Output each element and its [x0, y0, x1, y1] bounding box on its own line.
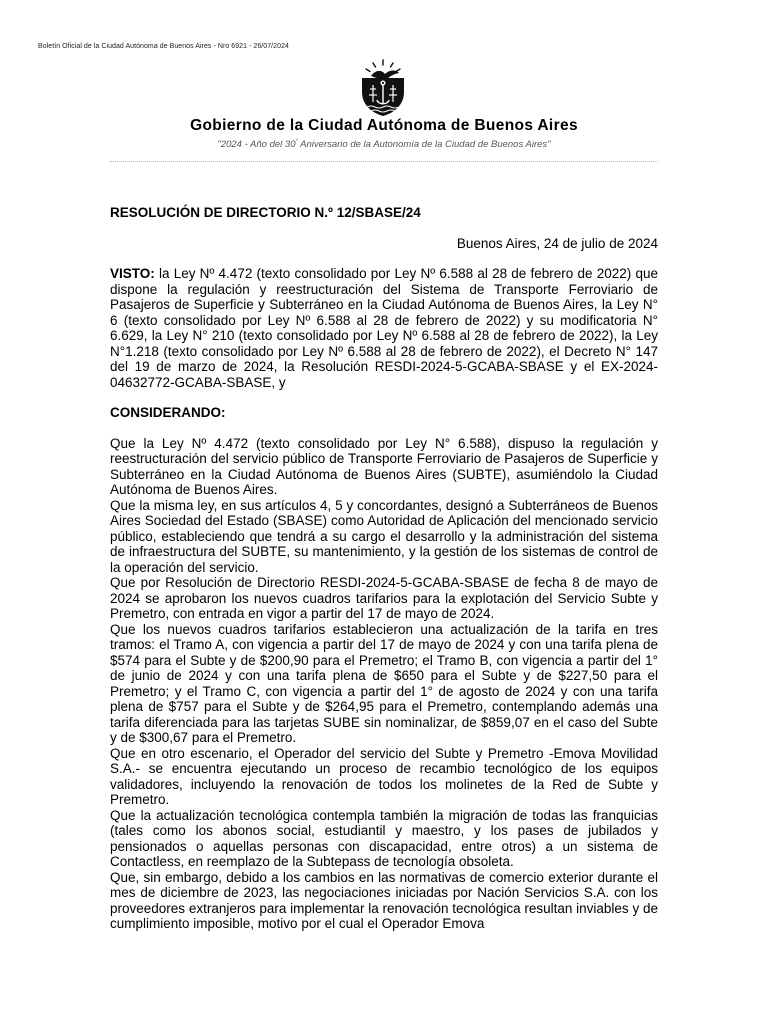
considerando-paragraph: Que la misma ley, en sus artículos 4, 5 y concordantes, designó a Subterráneos de Buenos Aires Sociedad del Estado (SBASE) como Autoridad de Aplicación del mencionado servicio público, estableciendo que tendrá a su cargo el desarrollo y la administración del sistema de infraestructura del SUBTE, su mantenimiento, y la gestión de los sistemas de control de la operación del servicio. [110, 497, 658, 575]
anniversary-motto [0, 139, 768, 150]
government-title: Gobierno de la Ciudad Autónoma de Buenos Aires [190, 117, 578, 134]
visto-text: la Ley Nº 4.472 (texto consolidado por Ley Nº 6.588 al 28 de febrero de 2022) que dispone la regulación y reestructuración del Sistema de Transporte Ferroviario de Pasajeros de Superficie y Subterráneo en la Ciudad Autónoma de Buenos Aires, la Ley N° 6 (texto consolidado por Ley Nº 6.588 al 28 de febrero de 2022) y su modificatoria N° 6.629, la Ley N° 210 (texto consolidado por Ley Nº 6.588 al 28 de febrero de 2022), la Ley N°1.218 (texto consolidado por Ley Nº 6.588 al 28 de febrero de 2022), el Decreto N° 147 del 19 de marzo de 2024, la Resolución RESDI-2024-5-GCABA-SBASE y el EX-2024-04632772-GCABA-SBASE, y [110, 266, 658, 390]
considerando-paragraph: Que, sin embargo, debido a los cambios en las normativas de comercio exterior durante el mes de diciembre de 2023, las negociaciones iniciadas por Nación Servicios S.A. con los proveedores extranjeros para implementar la renovación tecnológica resultan inviables y de cumplimiento imposible, motivo por el cual el Operador Emova [110, 869, 658, 931]
considerando-paragraph: Que por Resolución de Directorio RESDI-2024-5-GCABA-SBASE de fecha 8 de mayo de 2024 se aprobaron los nuevos cuadros tarifarios para la explotación del Servicio Subte y Premetro, con entrada en vigor a partir del 17 de mayo de 2024. [110, 575, 658, 621]
considerando-paragraph: Que la Ley Nº 4.472 (texto consolidado por Ley N° 6.588), dispuso la regulación y reestructuración del servicio público de Transporte Ferroviario de Pasajeros de Superficie y Subterráneo en la Ciudad Autónoma de Buenos Aires (SUBTE), asumiéndolo la Ciudad Autónoma de Buenos Aires. [110, 435, 658, 497]
visto-paragraph [110, 266, 658, 390]
visto-label: VISTO: [110, 266, 155, 281]
considerando-heading: CONSIDERANDO: [110, 405, 226, 420]
considerando-paragraph: Que los nuevos cuadros tarifarios establecieron una actualización de la tarifa en tres tramos: el Tramo A, con vigencia a partir del 17 de mayo de 2024 y con una tarifa plena de $574 para el Subte y de $200,90 para el Premetro; el Tramo B, con vigencia a partir del 1° de junio de 2024 y con una tarifa plena de $650 para el Subte y de $227,50 para el Premetro; y el Tramo C, con vigencia a partir del 1° de agosto de 2024 y con una tarifa plena de $757 para el Subte y de $264,95 para el Premetro, contemplando además una tarifa diferenciada para las tarjetas SUBE sin nominalizar, de $859,07 en el caso del Subte y de $300,67 para el Premetro. [110, 621, 658, 745]
document-body [110, 266, 658, 932]
resolution-title: RESOLUCIÓN DE DIRECTORIO N.º 12/SBASE/24 [110, 205, 421, 220]
motto-superscript: ° [295, 139, 298, 145]
resolution-date: Buenos Aires, 24 de julio de 2024 [456, 236, 658, 251]
considerando-paragraph: Que en otro escenario, el Operador del servicio del Subte y Premetro -Emova Movilidad S.A.- se encuentra ejecutando un proceso de recambio tecnológico de los equipos validadores, incluyendo la renovación de todos los molinetes de la Red de Subte y Premetro. [110, 745, 658, 807]
considerando-paragraph: Que la actualización tecnológica contempla también la migración de todas las franquicias (tales como los abonos social, estudiantil y maestro, y los pases de jubilados y pensionados o aquellas personas con discapacidad, entre otros) a un sistema de Contactless, en reemplazo de la Subtepass de tecnología obsoleta. [110, 807, 658, 869]
header-divider [110, 161, 658, 162]
motto-start: "2024 - Año del 30 [217, 139, 296, 151]
motto-end: Aniversario de la Autonomía de la Ciudad de Buenos Aires" [297, 139, 551, 151]
bulletin-header: Boletín Oficial de la Ciudad Autónoma de Buenos Aires - Nro 6921 - 26/07/2024 [38, 43, 289, 50]
coat-of-arms-icon [356, 58, 410, 118]
